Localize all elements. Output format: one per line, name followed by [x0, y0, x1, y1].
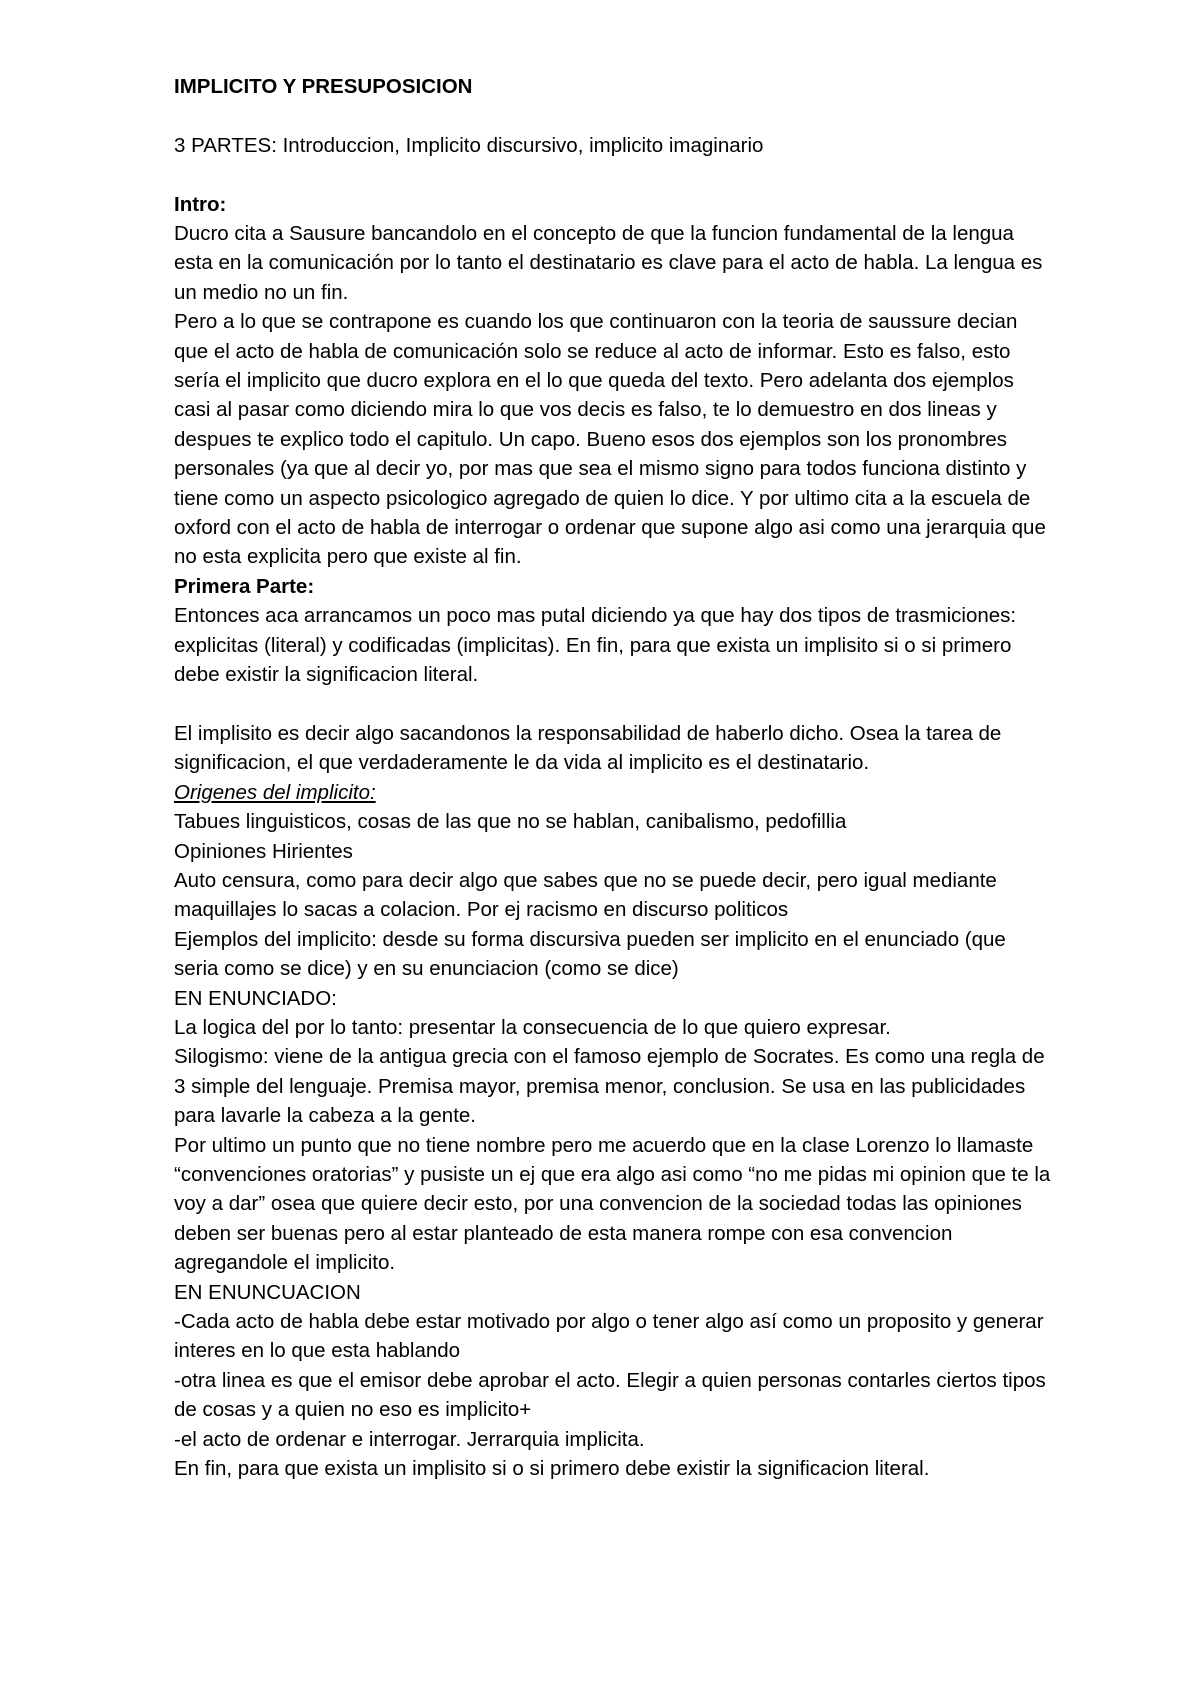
intro-heading: Intro:	[174, 192, 227, 216]
spacer	[174, 101, 1054, 130]
enunciado-heading: EN ENUNCIADO:	[174, 986, 337, 1010]
origen-item-1: Tabues linguisticos, cosas de las que no se hablan, canibalismo, pedofillia	[174, 810, 847, 834]
spacer	[174, 160, 1054, 189]
origen-item-2: Opiniones Hirientes	[174, 839, 353, 863]
ejemplos-paragraph: Ejemplos del implicito: desde su forma discursiva pueden ser implicito en el enunciado (que seria como se dice) y en su enunciacion (como se dice)	[174, 927, 1006, 981]
enunciado-item-1: La logica del por lo tanto: presentar la consecuencia de lo que quiero expresar.	[174, 1015, 891, 1039]
enunciacion-item-1: -Cada acto de habla debe estar motivado por algo o tener algo así como un proposito y generar interes en lo que esta hablando	[174, 1310, 1044, 1363]
document-body	[174, 72, 1054, 1483]
parts-line: 3 PARTES: Introduccion, Implicito discursivo, implicito imaginario	[174, 133, 764, 157]
enunciacion-heading: EN ENUNCUACION	[174, 1280, 361, 1304]
enunciacion-item-2: -otra linea es que el emisor debe aprobar el acto. Elegir a quien personas contarles ciertos tipos de cosas y a quien no eso es implicito+	[174, 1368, 1046, 1422]
origenes-heading: Origenes del implicito:	[174, 780, 376, 804]
closing-paragraph: En fin, para que exista un implisito si o si primero debe existir la significacion literal.	[174, 1457, 930, 1481]
primera-parte-heading: Primera Parte:	[174, 574, 315, 598]
enunciado-item-2: Silogismo: viene de la antigua grecia con el famoso ejemplo de Socrates. Es como una regla de 3 simple del lenguaje. Premisa mayor, premisa menor, conclusion. Se usa en las publicidades para lavarle la cabeza a la gente.	[174, 1045, 1045, 1128]
primera-paragraph-2: El implisito es decir algo sacandonos la responsabilidad de haberlo dicho. Osea la tarea de significacion, el que verdaderamente le da vida al implicito es el destinatario.	[174, 721, 1002, 775]
spacer	[174, 690, 1054, 719]
origen-item-3: Auto censura, como para decir algo que sabes que no se puede decir, pero igual mediante maquillajes lo sacas a colacion. Por ej racismo en discurso politicos	[174, 868, 997, 922]
primera-paragraph-1: Entonces aca arrancamos un poco mas putal diciendo ya que hay dos tipos de trasmiciones: explicitas (literal) y codificadas (implicitas). En fin, para que exista un implisito si o si primero debe existir la significacion literal.	[174, 604, 1017, 687]
intro-paragraph-1: Ducro cita a Sausure bancandolo en el concepto de que la funcion fundamental de la lengua esta en la comunicación por lo tanto el destinatario es clave para el acto de habla. La lengua es un medio no un fin.	[174, 222, 1043, 304]
enunciacion-item-3: -el acto de ordenar e interrogar. Jerrarquia implicita.	[174, 1427, 645, 1451]
document-title: IMPLICITO Y PRESUPOSICION	[174, 75, 473, 98]
intro-paragraph-2: Pero a lo que se contrapone es cuando los que continuaron con la teoria de saussure decian que el acto de habla de comunicación solo se reduce al acto de informar. Esto es falso, esto sería el implicito que ducro explora en el lo que queda del texto. Pero adelanta dos ejemplos casi al pasar como diciendo mira lo que vos decis es falso, te lo demuestro en dos lineas y despues te explico todo el capitulo. Un capo. Bueno esos dos ejemplos son los pronombres personales (ya que al decir yo, por mas que sea el mismo signo para todos funciona distinto y tiene como un aspecto psicologico agregado de quien lo dice. Y por ultimo cita a la escuela de oxford con el acto de habla de interrogar o ordenar que supone algo asi como una jerarquia que no esta explicita pero que existe al fin.	[174, 310, 1046, 569]
enunciado-item-3: Por ultimo un punto que no tiene nombre pero me acuerdo que en la clase Lorenzo lo llamaste “convenciones oratorias” y pusiste un ej que era algo asi como “no me pidas mi opinion que te la voy a dar” osea que quiere decir esto, por una convencion de la sociedad todas las opiniones deben ser buenas pero al estar planteado de esta manera rompe con esa convencion agregandole el implicito.	[174, 1133, 1051, 1275]
